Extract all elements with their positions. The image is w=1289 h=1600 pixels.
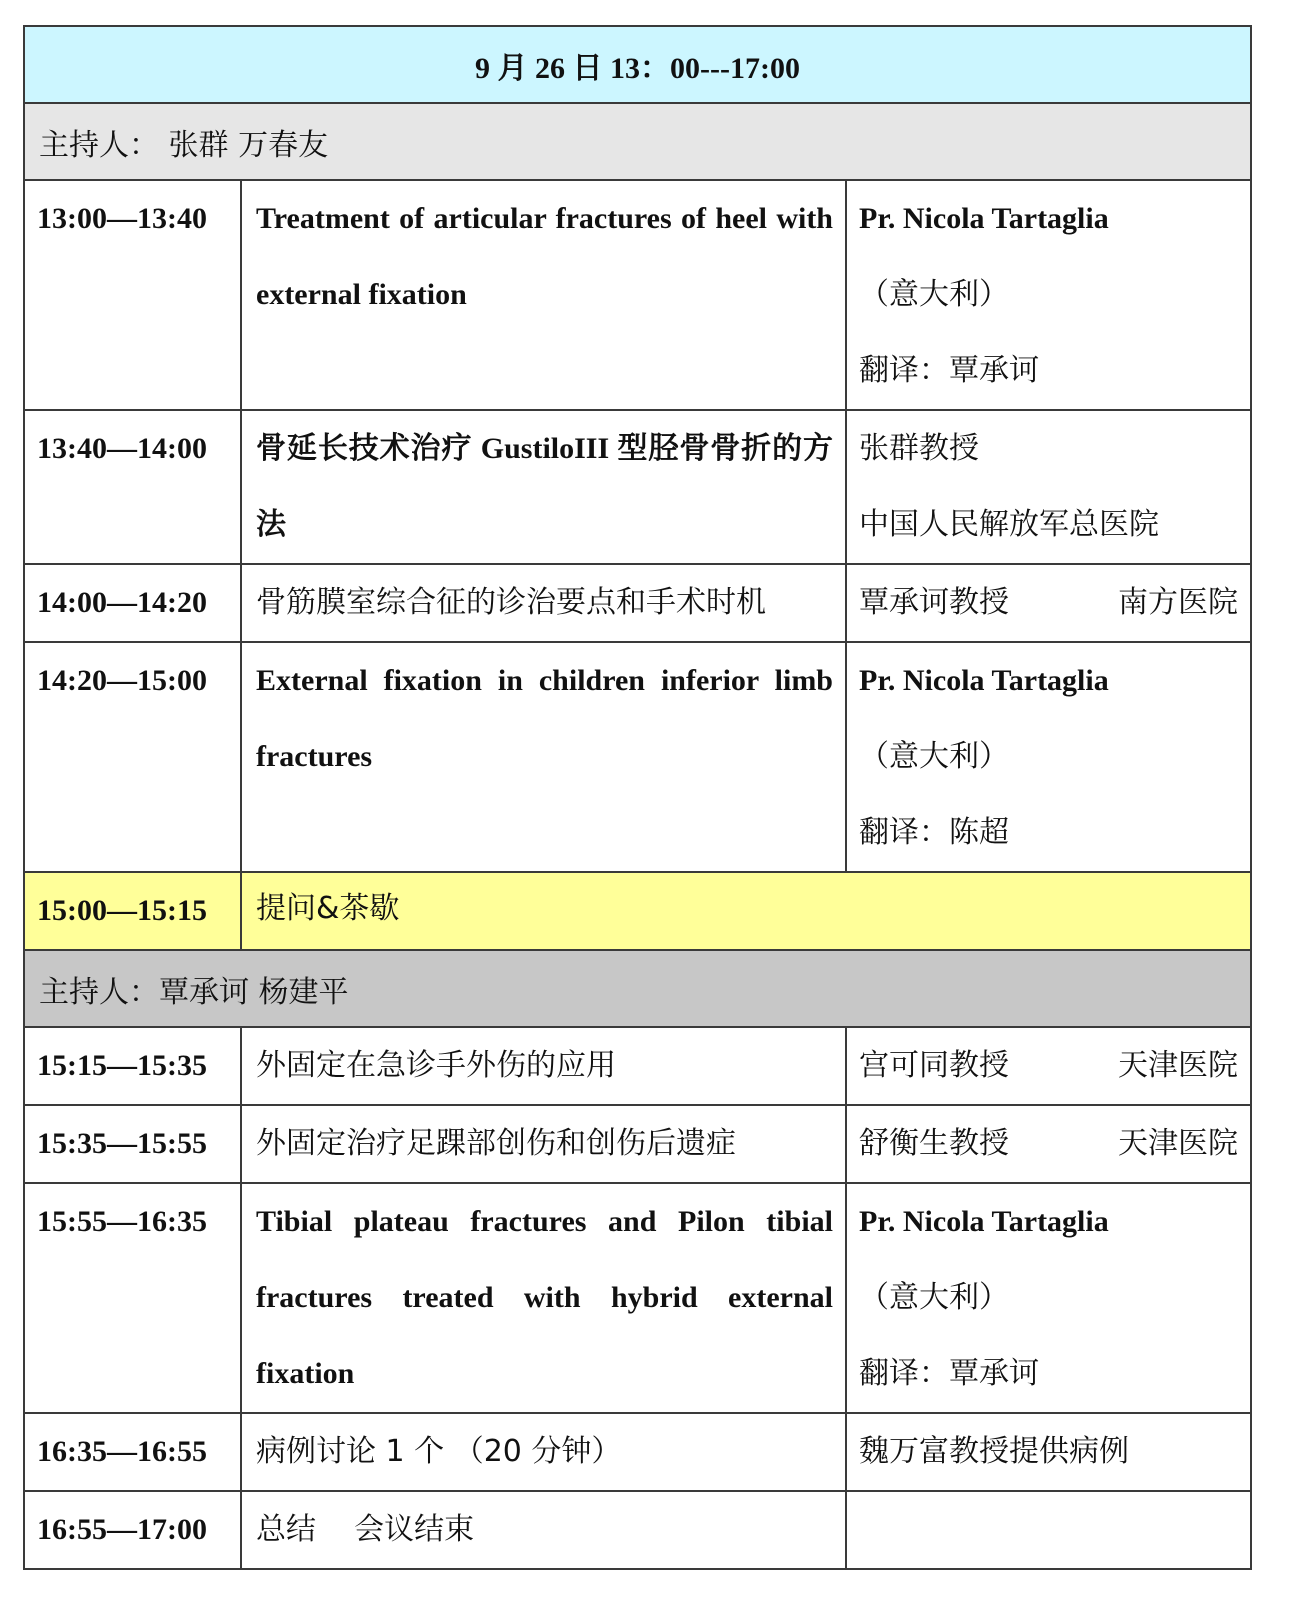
speaker-line [859, 1106, 1238, 1182]
speaker-cell [846, 564, 1251, 642]
speaker-name: Pr. Nicola Tartaglia [859, 1205, 1109, 1238]
speaker-country: （意大利） [859, 739, 1009, 774]
talk-title: 病例讨论 1 个 （20 分钟） [241, 1413, 846, 1491]
session-1-host: 主持人： 张群 万春友 [24, 103, 1251, 180]
translator: 翻译：覃承诃 [859, 353, 1039, 388]
talk-title: Tibial plateau fractures and Pilon tibial fractures treated with hybrid external fixation [241, 1183, 846, 1413]
speaker-cell [846, 642, 1251, 872]
talk-title: 外固定治疗足踝部创伤和创伤后遗症 [241, 1105, 846, 1183]
talk-title: 总结 会议结束 [241, 1491, 846, 1569]
talk-title: 外固定在急诊手外伤的应用 [241, 1027, 846, 1105]
speaker-name: Pr. Nicola Tartaglia [859, 202, 1109, 235]
time-slot: 16:55—17:00 [24, 1491, 241, 1569]
header-row [24, 26, 1251, 103]
host-row [24, 103, 1251, 180]
session-2-host: 主持人：覃承诃 杨建平 [24, 950, 1251, 1027]
time-slot: 13:00—13:40 [24, 180, 241, 410]
speaker-country: （意大利） [859, 277, 1009, 312]
speaker-line [859, 1028, 1238, 1104]
schedule-row [24, 410, 1251, 564]
time-slot: 15:35—15:55 [24, 1105, 241, 1183]
schedule-date-header: 9 月 26 日 13：00---17:00 [24, 26, 1251, 103]
speaker-affiliation: 南方医院 [1118, 585, 1239, 620]
speaker-cell [846, 1413, 1251, 1491]
talk-title [241, 410, 846, 564]
speaker-affiliation: 天津医院 [1118, 1126, 1239, 1161]
speaker-name: 覃承诃教授 [859, 585, 1009, 620]
time-slot: 13:40—14:00 [24, 410, 241, 564]
talk-title-text: 骨延长技术治疗 GustiloIII 型胫骨骨折的方法 [256, 432, 833, 541]
schedule-row [24, 180, 1251, 410]
speaker-cell [846, 1183, 1251, 1413]
speaker-name: 舒衡生教授 [859, 1126, 1009, 1161]
speaker-name: 魏万富教授提供病例 [859, 1434, 1129, 1469]
break-row [24, 872, 1251, 950]
schedule-row [24, 642, 1251, 872]
talk-title: Treatment of articular fractures of heel with external fixation [241, 180, 846, 410]
schedule-row [24, 1027, 1251, 1105]
speaker-name: 张群教授 [859, 431, 979, 466]
time-slot: 15:55—16:35 [24, 1183, 241, 1413]
host-row [24, 950, 1251, 1027]
speaker-affiliation: 中国人民解放军总医院 [859, 507, 1159, 542]
speaker-cell [846, 410, 1251, 564]
talk-title: 骨筋膜室综合征的诊治要点和手术时机 [241, 564, 846, 642]
time-slot: 15:15—15:35 [24, 1027, 241, 1105]
time-slot: 14:00—14:20 [24, 564, 241, 642]
break-label: 提问&茶歇 [241, 872, 1251, 950]
time-slot: 14:20—15:00 [24, 642, 241, 872]
speaker-name: 宫可同教授 [859, 1048, 1009, 1083]
schedule-row [24, 1105, 1251, 1183]
schedule-row [24, 564, 1251, 642]
speaker-name: Pr. Nicola Tartaglia [859, 664, 1109, 697]
speaker-cell [846, 180, 1251, 410]
schedule-row [24, 1413, 1251, 1491]
translator: 翻译：覃承诃 [859, 1356, 1039, 1391]
speaker-cell [846, 1027, 1251, 1105]
speaker-country: （意大利） [859, 1280, 1009, 1315]
schedule-row [24, 1183, 1251, 1413]
translator: 翻译：陈超 [859, 815, 1009, 850]
speaker-affiliation: 天津医院 [1118, 1048, 1239, 1083]
schedule-table [23, 25, 1252, 1570]
speaker-line [859, 565, 1238, 641]
talk-title: External fixation in children inferior limb fractures [241, 642, 846, 872]
time-slot: 15:00—15:15 [24, 872, 241, 950]
speaker-cell [846, 1105, 1251, 1183]
time-slot: 16:35—16:55 [24, 1413, 241, 1491]
speaker-cell [846, 1491, 1251, 1569]
schedule-row [24, 1491, 1251, 1569]
